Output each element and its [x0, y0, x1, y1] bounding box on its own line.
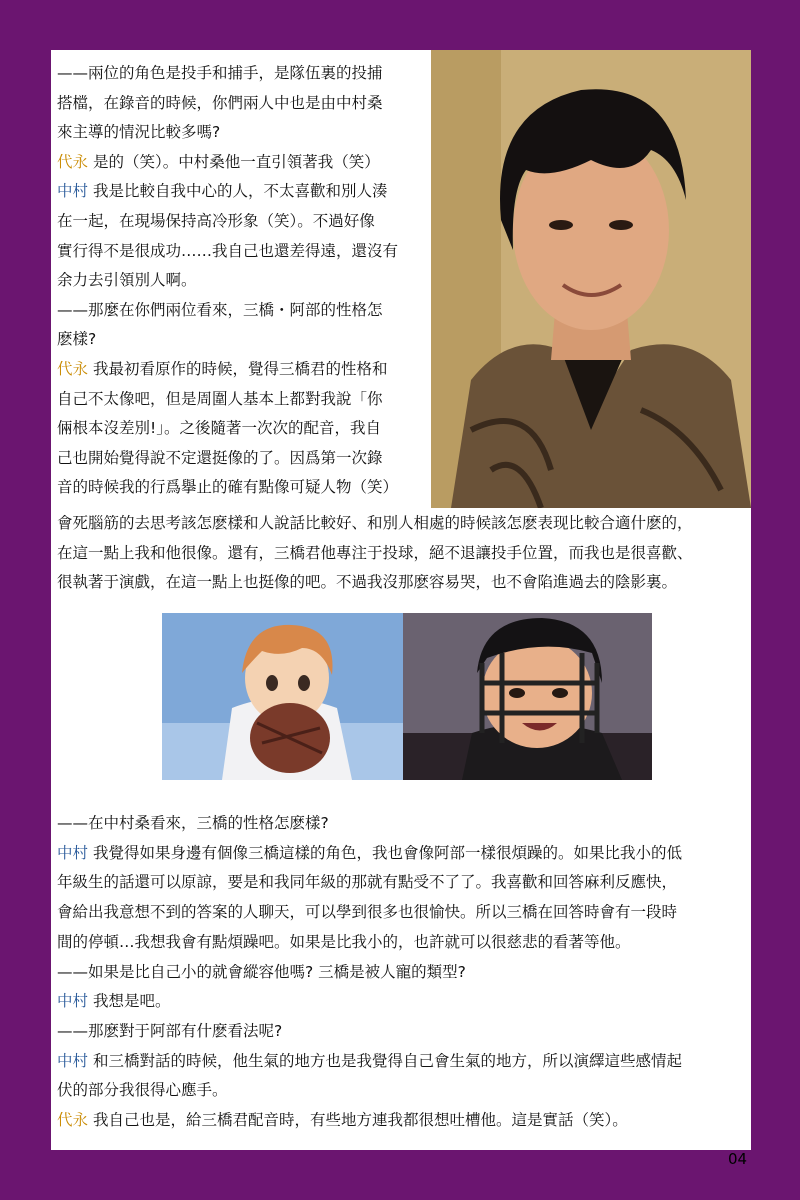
- line-text: 余力去引領別人啊。: [57, 271, 197, 290]
- text-line: [57, 448, 383, 468]
- line-text: 我想是吧。: [92, 992, 171, 1011]
- line-text: 會給出我意想不到的答案的人聊天，可以學到很多也很愉快。所以三橋在回答時會有一段時: [57, 903, 678, 922]
- text-line: [57, 513, 693, 533]
- line-text: ——如果是比自己小的就會縱容他嗎? 三橋是被人寵的類型?: [57, 962, 466, 981]
- text-line: [57, 93, 383, 113]
- line-text: ——那麼在你們兩位看來，三橋・阿部的性格怎: [57, 300, 383, 319]
- line-text: ——在中村桑看來，三橋的性格怎麽樣?: [57, 814, 329, 832]
- text-line: [57, 63, 383, 83]
- text-line: [57, 241, 398, 261]
- line-text: 我是比較自我中心的人，不太喜歡和別人湊: [92, 182, 388, 201]
- text-line: [57, 1021, 282, 1041]
- text-line: [57, 572, 677, 592]
- text-line: [57, 543, 693, 563]
- text-line: [57, 813, 329, 833]
- line-text: 音的時候我的行爲擧止的確有點像可疑人物（笑）: [57, 478, 399, 497]
- text-line: [57, 902, 677, 922]
- line-text: 搭檔，在錄音的時候，你們兩人中也是由中村桑: [57, 93, 383, 112]
- line-text: 實行得不是很成功……我自己也還差得遠，還沒有: [57, 241, 399, 260]
- line-text: 年級生的話還可以原諒，要是和我同年級的那就有點受不了了。我喜歡和回答麻利反應快，: [57, 873, 678, 892]
- speaker-label: 代永: [57, 360, 89, 378]
- text-line: [57, 1051, 682, 1071]
- anime-stills-illustration: [162, 613, 652, 780]
- speaker-label: 中村: [57, 182, 89, 201]
- line-text: ——那麽對于阿部有什麽看法呢?: [57, 1021, 283, 1040]
- line-text: 己也開始覺得說不定還挺像的了。因爲第一次錄: [57, 448, 383, 467]
- line-text: 在這一點上我和他很像。還有，三橋君他專注于投球，絕不退讓投手位置，而我也是很喜歡、: [57, 543, 693, 562]
- line-text: ——兩位的角色是投手和捕手，是隊伍裏的投捕: [57, 64, 383, 82]
- line-text: 麽樣?: [57, 330, 97, 349]
- text-line: [57, 872, 677, 892]
- text-line: [57, 991, 170, 1011]
- text-line: [57, 359, 387, 379]
- text-line: [57, 270, 197, 290]
- line-text: 會死腦筋的去思考該怎麽樣和人說話比較好、和別人相處的時候該怎麽表现比較合適什麽的，: [57, 514, 693, 532]
- line-text: 倆根本沒差別!」。之後隨著一次次的配音，我自: [57, 419, 381, 438]
- text-line: [57, 962, 466, 982]
- text-line: [57, 1110, 628, 1130]
- page-number: 04: [728, 1150, 748, 1168]
- line-text: 自己不太像吧，但是周圍人基本上都對我說「你: [57, 389, 383, 408]
- text-line: [57, 932, 631, 952]
- line-text: 來主導的情況比較多嗎?: [57, 123, 221, 142]
- speaker-label: 中村: [57, 992, 89, 1011]
- line-text: 和三橋對話的時候，他生氣的地方也是我覺得自己會生氣的地方，所以演繹這些感情起: [92, 1051, 682, 1070]
- speaker-label: 中村: [57, 843, 89, 862]
- text-line: [57, 418, 381, 438]
- line-text: 很執著于演戲，在這一點上也挺像的吧。不過我沒那麽容易哭，也不會陷進過去的陰影裏。: [57, 573, 678, 591]
- text-line: [57, 477, 398, 497]
- line-text: 伏的部分我很得心應手。: [57, 1081, 228, 1100]
- text-line: [57, 329, 96, 349]
- text-line: [57, 152, 380, 172]
- text-line: [57, 181, 387, 201]
- line-text: 我自己也是，給三橋君配音時，有些地方連我都很想吐槽他。這是實話（笑）。: [92, 1111, 628, 1129]
- line-text: 我覺得如果身邊有個像三橋這樣的角色，我也會像阿部一樣很煩躁的。如果比我小的低: [92, 843, 682, 862]
- speaker-label: 代永: [57, 1111, 89, 1129]
- speaker-label: 中村: [57, 1051, 89, 1070]
- line-text: 是的（笑）。中村桑他一直引領著我（笑）: [92, 152, 380, 171]
- text-line: [57, 843, 682, 863]
- text-line: [57, 389, 383, 409]
- portrait-photo: [431, 50, 751, 508]
- anime-stills: [162, 613, 652, 780]
- line-text: 間的停頓…我想我會有點煩躁吧。如果是比我小的，也許就可以很慈悲的看著等他。: [57, 932, 631, 951]
- portrait-illustration: [431, 50, 751, 508]
- line-text: 我最初看原作的時候，覺得三橋君的性格和: [92, 360, 388, 378]
- text-line: [57, 300, 383, 320]
- text-line: [57, 122, 220, 142]
- text-line: [57, 1080, 228, 1100]
- speaker-label: 代永: [57, 152, 89, 171]
- text-line: [57, 211, 375, 231]
- line-text: 在一起，在現場保持高冷形象（笑）。不過好像: [57, 212, 375, 230]
